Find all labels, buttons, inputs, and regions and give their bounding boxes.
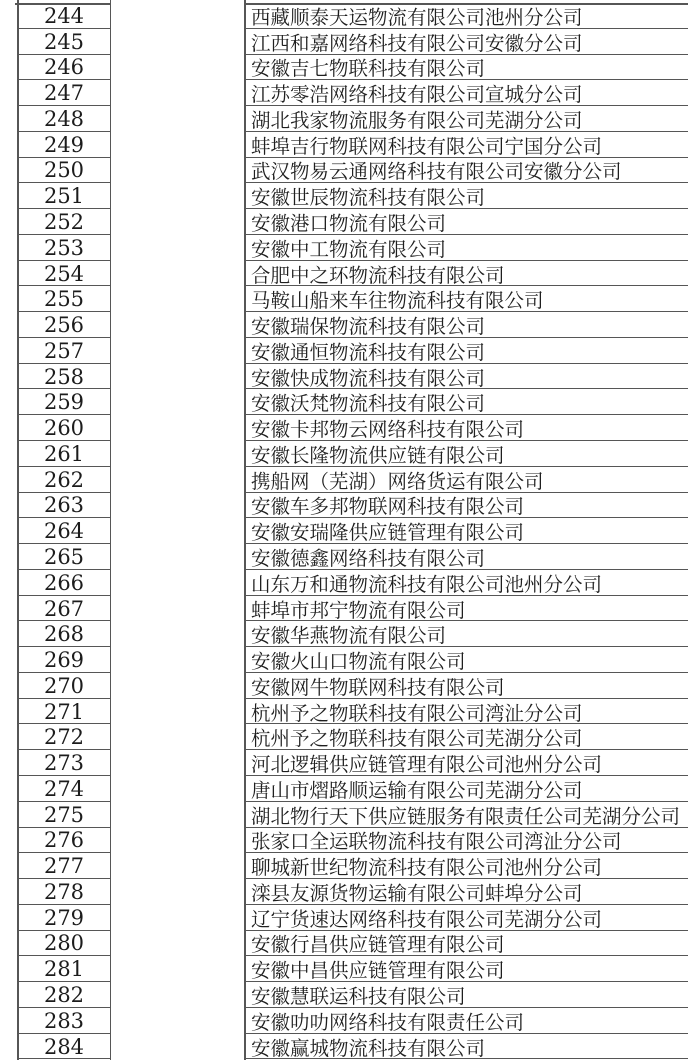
company-name-cell: 河北逻辑供应链管理有限公司池州分公司	[245, 750, 688, 776]
row-number-cell: 276	[18, 828, 110, 854]
row-number-cell: 257	[18, 338, 110, 364]
merged-empty-cell	[110, 828, 245, 854]
company-name-cell: 安徽沃梵物流科技有限公司	[245, 389, 688, 415]
company-name-cell: 安徽港口物流有限公司	[245, 209, 688, 235]
company-name-cell: 安徽华燕物流有限公司	[245, 621, 688, 647]
row-number-cell: 258	[18, 364, 110, 390]
table-row	[0, 106, 700, 132]
table-row	[0, 1008, 700, 1034]
company-name-cell: 安徽瑞保物流科技有限公司	[245, 312, 688, 338]
row-number-cell: 260	[18, 415, 110, 441]
company-name-cell: 蚌埠市邦宁物流有限公司	[245, 596, 688, 622]
company-name-cell: 唐山市熠路顺运输有限公司芜湖分公司	[245, 776, 688, 802]
table-row	[0, 364, 700, 390]
company-name-cell: 安徽车多邦物联网科技有限公司	[245, 493, 688, 519]
company-name-cell: 合肥中之环物流科技有限公司	[245, 261, 688, 287]
merged-empty-cell	[110, 802, 245, 828]
merged-empty-cell	[110, 158, 245, 184]
merged-empty-cell	[110, 853, 245, 879]
row-number-cell: 247	[18, 80, 110, 106]
table-row	[0, 158, 700, 184]
merged-empty-cell	[110, 931, 245, 957]
row-number-cell: 267	[18, 596, 110, 622]
row-number-cell: 262	[18, 467, 110, 493]
table-row	[0, 415, 700, 441]
row-number-cell: 255	[18, 286, 110, 312]
merged-empty-cell	[110, 80, 245, 106]
company-name-cell: 携船网（芜湖）网络货运有限公司	[245, 467, 688, 493]
table-row	[0, 596, 700, 622]
merged-empty-cell	[110, 29, 245, 55]
table-row	[0, 982, 700, 1008]
row-number-cell: 278	[18, 879, 110, 905]
table-row	[0, 286, 700, 312]
merged-empty-cell	[110, 286, 245, 312]
merged-empty-cell	[110, 621, 245, 647]
merged-empty-cell	[110, 596, 245, 622]
table-row	[0, 467, 700, 493]
merged-empty-cell	[110, 415, 245, 441]
row-number-cell: 263	[18, 493, 110, 519]
row-number-cell: 281	[18, 956, 110, 982]
table-row	[0, 879, 700, 905]
company-name-cell: 西藏顺泰天运物流有限公司池州分公司	[245, 3, 688, 29]
merged-empty-cell	[110, 106, 245, 132]
merged-empty-cell	[110, 3, 245, 29]
company-name-cell: 辽宁货速达网络科技有限公司芜湖分公司	[245, 905, 688, 931]
row-number-cell: 268	[18, 621, 110, 647]
table-row	[0, 699, 700, 725]
merged-empty-cell	[110, 982, 245, 1008]
row-number-cell: 270	[18, 673, 110, 699]
row-number-cell: 256	[18, 312, 110, 338]
table-row	[0, 570, 700, 596]
table-row	[0, 338, 700, 364]
merged-empty-cell	[110, 724, 245, 750]
company-name-cell: 江西和嘉网络科技有限公司安徽分公司	[245, 29, 688, 55]
table-row	[0, 1034, 700, 1060]
company-name-cell: 安徽通恒物流科技有限公司	[245, 338, 688, 364]
table-body	[0, 3, 700, 1059]
company-name-cell: 安徽火山口物流有限公司	[245, 647, 688, 673]
row-number-cell: 245	[18, 29, 110, 55]
merged-empty-cell	[110, 209, 245, 235]
table-row	[0, 235, 700, 261]
row-number-cell: 253	[18, 235, 110, 261]
merged-empty-cell	[110, 467, 245, 493]
table-row	[0, 956, 700, 982]
row-number-cell: 266	[18, 570, 110, 596]
company-name-cell: 安徽中工物流有限公司	[245, 235, 688, 261]
company-name-cell: 滦县友源货物运输有限公司蚌埠分公司	[245, 879, 688, 905]
table-row	[0, 183, 700, 209]
table-row	[0, 261, 700, 287]
table-row	[0, 905, 700, 931]
merged-empty-cell	[110, 1008, 245, 1034]
row-number-cell: 250	[18, 158, 110, 184]
company-name-cell: 安徽安瑞隆供应链管理有限公司	[245, 518, 688, 544]
company-name-cell: 安徽德鑫网络科技有限公司	[245, 544, 688, 570]
table-row	[0, 776, 700, 802]
row-number-cell: 264	[18, 518, 110, 544]
company-name-cell: 杭州予之物联科技有限公司湾沚分公司	[245, 699, 688, 725]
company-name-cell: 武汉物易云通网络科技有限公司安徽分公司	[245, 158, 688, 184]
company-name-cell: 安徽长隆物流供应链有限公司	[245, 441, 688, 467]
row-number-cell: 274	[18, 776, 110, 802]
company-name-cell: 安徽慧联运科技有限公司	[245, 982, 688, 1008]
company-name-cell: 安徽行昌供应链管理有限公司	[245, 931, 688, 957]
merged-empty-cell	[110, 389, 245, 415]
merged-empty-cell	[110, 673, 245, 699]
row-number-cell: 254	[18, 261, 110, 287]
company-name-cell: 安徽快成物流科技有限公司	[245, 364, 688, 390]
table-row	[0, 828, 700, 854]
row-number-cell: 251	[18, 183, 110, 209]
company-name-cell: 安徽卡邦物云网络科技有限公司	[245, 415, 688, 441]
table-row	[0, 544, 700, 570]
table-row	[0, 441, 700, 467]
company-name-cell: 安徽叻叻网络科技有限责任公司	[245, 1008, 688, 1034]
row-number-cell: 248	[18, 106, 110, 132]
company-name-cell: 马鞍山船来车往物流科技有限公司	[245, 286, 688, 312]
merged-empty-cell	[110, 441, 245, 467]
row-number-cell: 282	[18, 982, 110, 1008]
row-number-cell: 272	[18, 724, 110, 750]
merged-empty-cell	[110, 570, 245, 596]
table-row	[0, 80, 700, 106]
merged-empty-cell	[110, 518, 245, 544]
table-row	[0, 29, 700, 55]
company-name-cell: 蚌埠吉行物联网科技有限公司宁国分公司	[245, 132, 688, 158]
merged-empty-cell	[110, 55, 245, 81]
merged-empty-cell	[110, 493, 245, 519]
merged-empty-cell	[110, 1034, 245, 1060]
merged-empty-cell	[110, 879, 245, 905]
merged-empty-cell	[110, 364, 245, 390]
row-number-cell: 246	[18, 55, 110, 81]
table-row	[0, 312, 700, 338]
merged-empty-cell	[110, 312, 245, 338]
merged-empty-cell	[110, 338, 245, 364]
row-number-cell: 271	[18, 699, 110, 725]
merged-empty-cell	[110, 699, 245, 725]
merged-empty-cell	[110, 183, 245, 209]
row-number-cell: 273	[18, 750, 110, 776]
row-number-cell: 277	[18, 853, 110, 879]
company-name-cell: 安徽世辰物流科技有限公司	[245, 183, 688, 209]
table-row	[0, 647, 700, 673]
merged-empty-cell	[110, 132, 245, 158]
company-name-cell: 杭州予之物联科技有限公司芜湖分公司	[245, 724, 688, 750]
row-number-cell: 279	[18, 905, 110, 931]
company-name-cell: 聊城新世纪物流科技有限公司池州分公司	[245, 853, 688, 879]
row-number-cell: 269	[18, 647, 110, 673]
row-number-cell: 265	[18, 544, 110, 570]
row-number-cell: 249	[18, 132, 110, 158]
row-number-cell: 244	[18, 3, 110, 29]
company-name-cell: 安徽赢城物流科技有限公司	[245, 1034, 688, 1060]
company-name-cell: 张家口全运联物流科技有限公司湾沚分公司	[245, 828, 688, 854]
table-row	[0, 853, 700, 879]
table-row	[0, 132, 700, 158]
table-row	[0, 3, 700, 29]
merged-empty-cell	[110, 235, 245, 261]
table-row	[0, 389, 700, 415]
table-row	[0, 621, 700, 647]
table-row	[0, 55, 700, 81]
row-number-cell: 283	[18, 1008, 110, 1034]
table-row	[0, 802, 700, 828]
table-row	[0, 209, 700, 235]
company-name-cell: 安徽吉七物联科技有限公司	[245, 55, 688, 81]
row-number-cell: 280	[18, 931, 110, 957]
table-row	[0, 518, 700, 544]
row-number-cell: 259	[18, 389, 110, 415]
row-number-cell: 261	[18, 441, 110, 467]
merged-empty-cell	[110, 750, 245, 776]
company-name-cell: 山东万和通物流科技有限公司池州分公司	[245, 570, 688, 596]
company-name-cell: 江苏零浩网络科技有限公司宣城分公司	[245, 80, 688, 106]
table-row	[0, 493, 700, 519]
company-name-cell: 安徽中昌供应链管理有限公司	[245, 956, 688, 982]
company-name-cell: 湖北我家物流服务有限公司芜湖分公司	[245, 106, 688, 132]
row-number-cell: 284	[18, 1034, 110, 1060]
table-row	[0, 750, 700, 776]
table-row	[0, 673, 700, 699]
company-name-cell: 安徽网牛物联网科技有限公司	[245, 673, 688, 699]
merged-empty-cell	[110, 905, 245, 931]
row-number-cell: 252	[18, 209, 110, 235]
merged-empty-cell	[110, 956, 245, 982]
merged-empty-cell	[110, 544, 245, 570]
merged-empty-cell	[110, 261, 245, 287]
row-number-cell: 275	[18, 802, 110, 828]
merged-empty-cell	[110, 647, 245, 673]
company-name-cell: 湖北物行天下供应链服务有限责任公司芜湖分公司	[245, 802, 688, 828]
table-row	[0, 931, 700, 957]
table-row	[0, 724, 700, 750]
merged-empty-cell	[110, 776, 245, 802]
